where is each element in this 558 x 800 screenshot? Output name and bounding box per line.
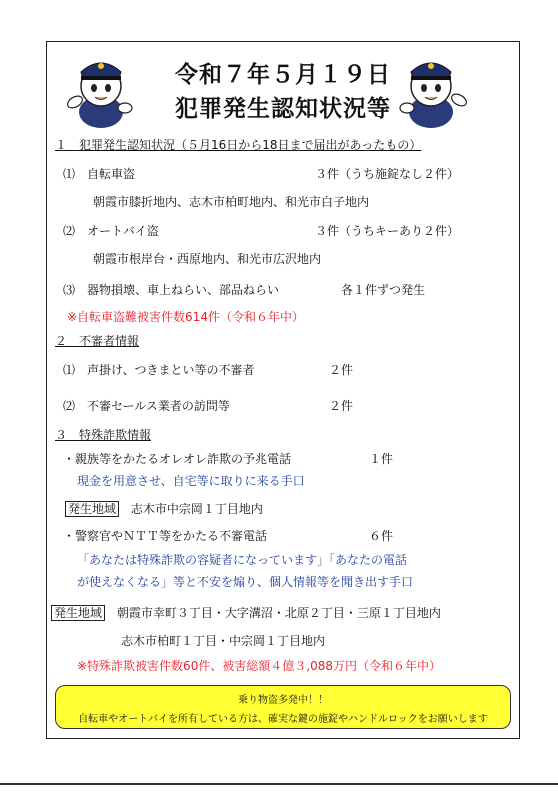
s1-item3-label: ⑶ 器物損壊、車上ねらい、部品ねらい — [63, 283, 280, 297]
s3-item1-count: １件 — [369, 452, 394, 466]
police-mascot-right-icon — [393, 50, 471, 130]
area-label-box: 発生地域 — [65, 501, 119, 517]
section3-heading: ３ 特殊詐欺情報 — [55, 428, 152, 442]
s1-item2-detail: 朝霞市根岸台・西原地内、和光市広沢地内 — [93, 252, 322, 266]
s2-item2-label: ⑵ 不審セールス業者の訪問等 — [63, 399, 230, 413]
section2-heading: ２ 不審者情報 — [55, 334, 140, 348]
title-date: 令和７年５月１９日 — [175, 62, 391, 88]
area-label-box-2: 発生地域 — [51, 605, 105, 621]
s1-item1-label: ⑴ 自転車盗 — [63, 167, 136, 181]
s3-item1-label: ・親族等をかたるオレオレ詐欺の予兆電話 — [63, 452, 292, 466]
s3-item2-area — [51, 605, 441, 621]
notice-box — [55, 685, 511, 729]
s2-item2-count: ２件 — [329, 399, 354, 413]
s3-item2-area-line1: 朝霞市幸町３丁目・大字溝沼・北原２丁目・三原１丁目地内 — [116, 606, 441, 620]
s1-item1-detail: 朝霞市膝折地内、志木市柏町地内、和光市白子地内 — [93, 195, 370, 209]
s3-item2-area-line2: 志木市柏町１丁目・中宗岡１丁目地内 — [121, 634, 326, 648]
notice-line2: 自転車やオートバイを所有している方は、確実な鍵の施錠やハンドルロックをお願いします — [78, 714, 488, 725]
s3-item2-desc-line1: 「あなたは特殊詐欺の容疑者になっています」「あなたの電話 — [77, 553, 408, 567]
s2-item1-label: ⑴ 声掛け、つきまとい等の不審者 — [63, 363, 255, 377]
s3-item2-desc-line2: が使えなくなる」等と不安を煽り、個人情報等を聞き出す手口 — [77, 575, 414, 589]
s3-item2-count: ６件 — [369, 529, 394, 543]
document-frame — [46, 41, 520, 739]
s3-item1-area-text: 志木市中宗岡１丁目地内 — [130, 502, 263, 516]
s1-item2-label: ⑵ オートバイ盗 — [63, 224, 159, 238]
header — [47, 42, 519, 134]
s2-item1-count: ２件 — [329, 363, 354, 377]
s1-item2-count: ３件（うちキーあり２件） — [315, 224, 460, 238]
bottom-rule — [0, 783, 558, 785]
s3-note: ※特殊詐欺被害件数60件、被害総額４億３,088万円（令和６年中） — [77, 659, 442, 673]
notice-line1: 乗り物盗多発中！！ — [238, 695, 328, 706]
s1-item3-count: 各１件ずつ発生 — [341, 283, 426, 297]
s1-note: ※自転車盗難被害件数614件（令和６年中） — [67, 310, 304, 324]
s3-item1-area — [65, 501, 263, 517]
title-subject: 犯罪発生認知状況等 — [175, 96, 391, 122]
s1-item1-count: ３件（うち施錠なし２件） — [315, 167, 460, 181]
s3-item1-desc: 現金を用意させ、自宅等に取りに来る手口 — [77, 474, 305, 488]
section1-heading: １ 犯罪発生認知状況（５月16日から18日まで届出があったもの） — [55, 138, 422, 152]
s3-item2-label: ・警察官やＮＴＴ等をかたる不審電話 — [63, 529, 268, 543]
